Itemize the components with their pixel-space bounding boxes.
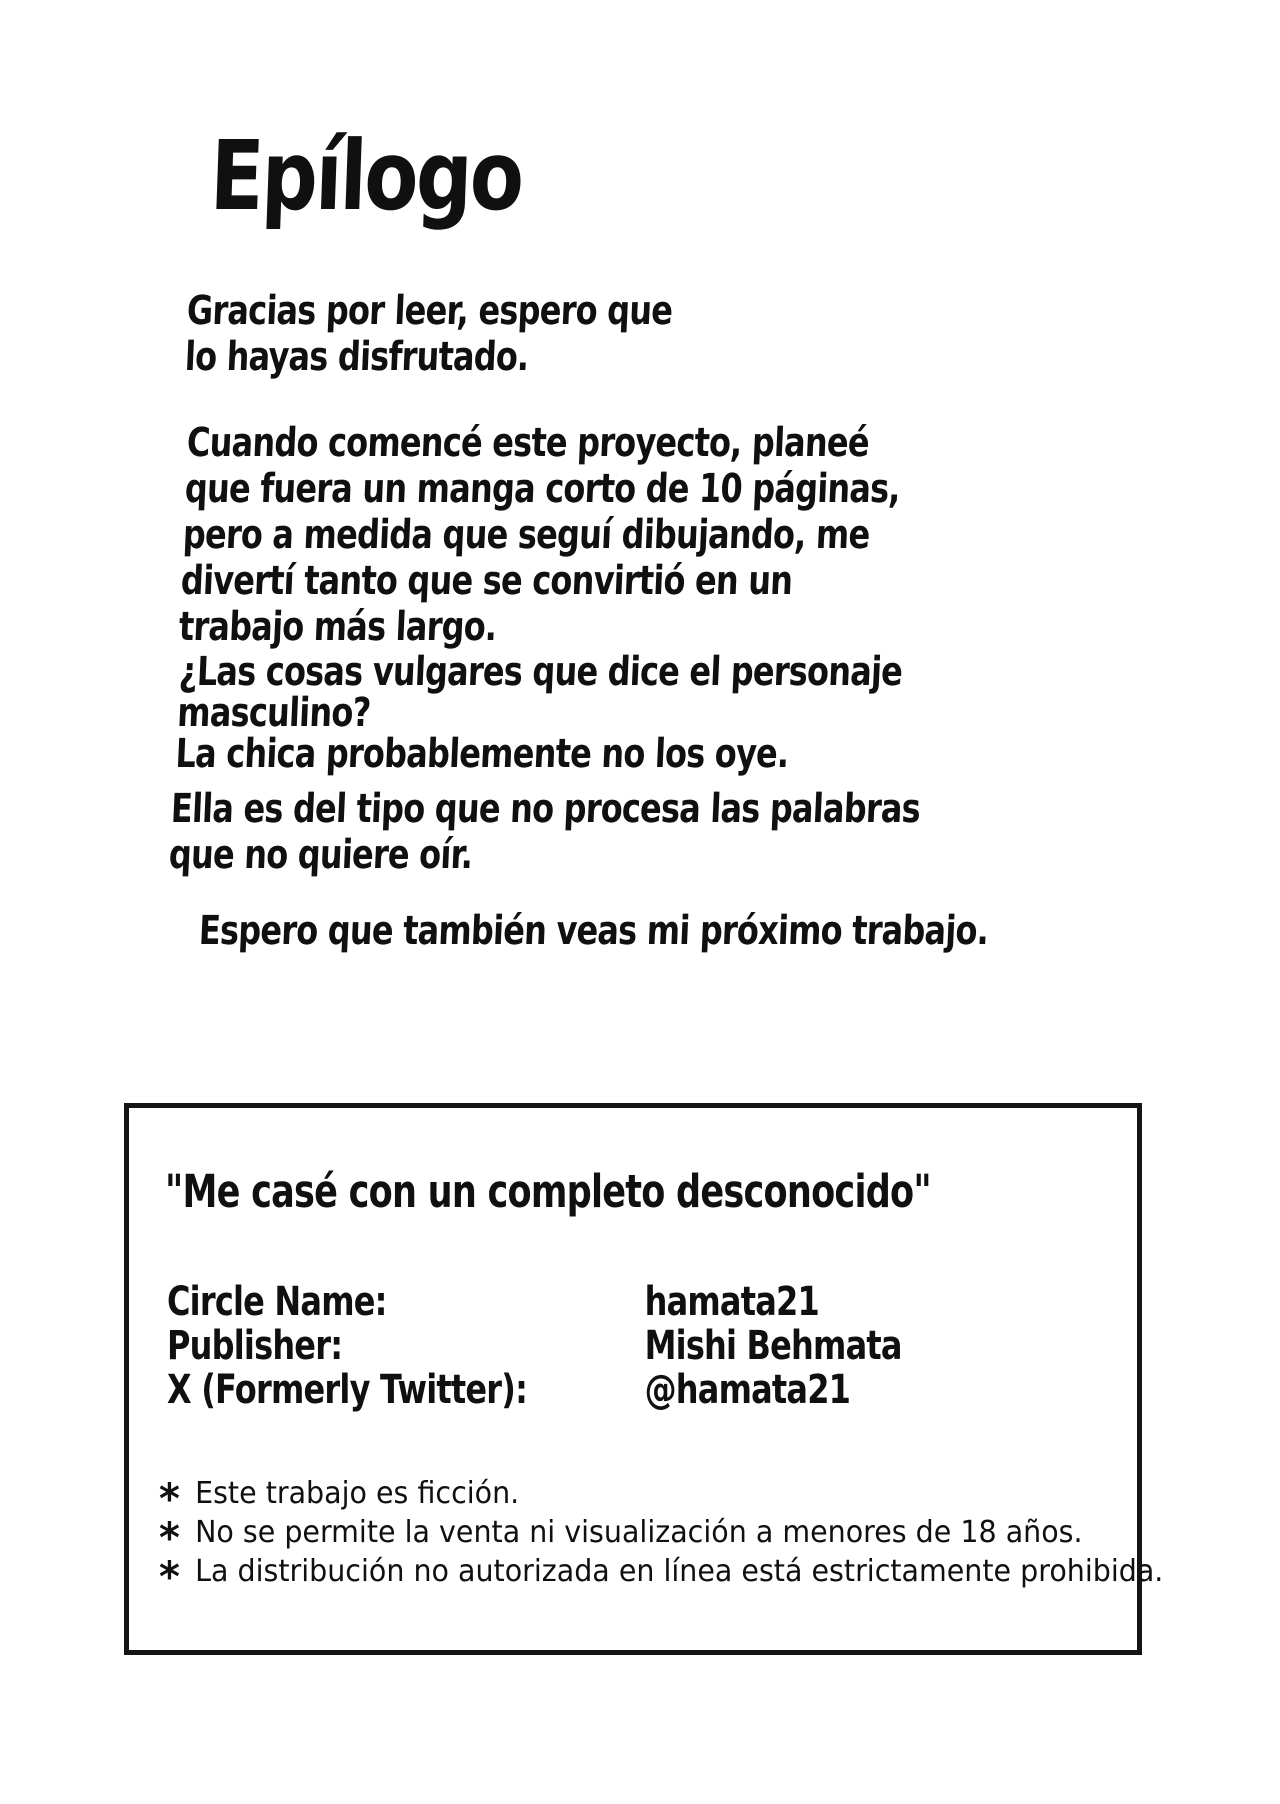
notes-list — [159, 1473, 1164, 1601]
note-text: Este trabajo es ficción. — [195, 1476, 520, 1511]
paragraph-project-origin — [178, 420, 903, 650]
text-line: pero a medida que seguí dibujando, me — [181, 512, 871, 558]
text-line: lo hayas disfrutado. — [183, 334, 530, 380]
paragraph-vulgar-things — [174, 649, 904, 777]
paragraph-next-work — [198, 908, 989, 954]
text-line: Gracias por leer, espero que — [185, 288, 674, 334]
asterisk-bullet: * — [159, 1473, 180, 1523]
asterisk-bullet: * — [159, 1512, 180, 1562]
note-item — [159, 1551, 1164, 1601]
credit-value: @hamata21 — [644, 1367, 851, 1413]
text-line: Espero que también veas mi próximo trabajo. — [197, 908, 990, 954]
text-line: masculino? — [176, 690, 372, 736]
credit-label: X (Formerly Twitter): — [167, 1367, 528, 1413]
credits-list — [167, 1280, 902, 1412]
paragraph-girl-type — [168, 786, 921, 878]
credit-label: Circle Name: — [167, 1279, 387, 1325]
text-line: Cuando comencé este proyecto, planeé — [185, 420, 870, 466]
note-item — [159, 1512, 1163, 1562]
credit-value: Mishi Behmata — [644, 1323, 902, 1369]
text-line: Ella es del tipo que no procesa las palabras — [169, 786, 921, 832]
note-text: La distribución no autorizada en línea está estrictamente prohibida. — [195, 1554, 1164, 1589]
paragraph-thanks — [184, 288, 673, 380]
text-line: que no quiere oír. — [167, 832, 474, 878]
asterisk-bullet: * — [159, 1551, 180, 1601]
text-line: ¿Las cosas vulgares que dice el personaje — [178, 649, 904, 695]
credits-box — [124, 1103, 1164, 1655]
text-line: divertí tanto que se convirtió en un — [179, 558, 794, 604]
text-line: La chica probablemente no los oye. — [174, 731, 790, 777]
page-title: Epílogo — [208, 120, 524, 232]
credit-value: hamata21 — [644, 1279, 819, 1325]
work-title: "Me casé con un completo desconocido" — [165, 1165, 931, 1218]
text-line: trabajo más largo. — [177, 604, 498, 650]
note-item — [159, 1473, 1163, 1523]
credit-label: Publisher: — [167, 1323, 343, 1369]
note-text: No se permite la venta ni visualización a menores de 18 años. — [195, 1515, 1083, 1550]
text-line: que fuera un manga corto de 10 páginas, — [183, 466, 901, 512]
